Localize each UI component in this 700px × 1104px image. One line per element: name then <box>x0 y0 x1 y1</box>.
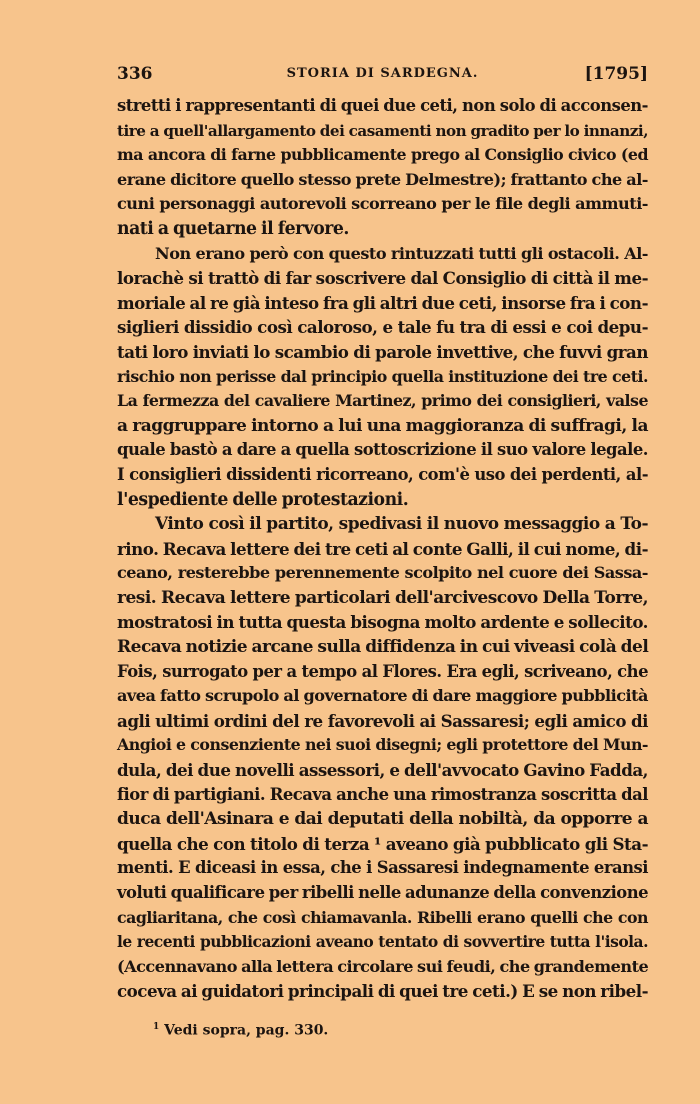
text-line: ma ancora di farne pubblicamente prego al Consiglio civico (ed <box>117 145 648 165</box>
text-line: a raggruppare intorno a lui una maggioranza di suffragi, la <box>117 415 648 436</box>
text-line: menti. E diceasi in essa, che i Sassaresi indegnamente eransi <box>117 858 648 878</box>
text-line: rino. Recava lettere dei tre ceti al conte Galli, il cui nome, di- <box>117 538 648 559</box>
text-line: ceano, resterebbe perennemente scolpito nel cuore dei Sassa- <box>117 563 648 583</box>
text-line: mostratosi in tutta questa bisogna molto ardente e sollecito. <box>117 612 648 633</box>
page-body <box>117 94 648 1004</box>
footnote-text: Vedi sopra, pag. 330. <box>164 1022 329 1039</box>
text-line: l'espediente delle protestazioni. <box>117 489 409 510</box>
year-marker: [1795] <box>584 64 648 84</box>
text-line: tire a quell'allargamento dei casamenti non gradito per lo innanzi, <box>117 121 648 140</box>
page-number: 336 <box>117 64 153 84</box>
paragraph-2 <box>117 242 648 513</box>
text-line: La fermezza del cavaliere Martinez, primo dei consiglieri, valse <box>117 391 648 411</box>
text-line: tati loro inviati lo scambio di parole invettive, che fuvvi gran <box>117 341 648 362</box>
text-line: Recava notizie arcane sulla diffidenza in cui viveasi colà del <box>117 637 649 658</box>
running-header <box>117 64 648 86</box>
text-line: fior di partigiani. Recava anche una rimostranza soscritta dal <box>117 784 648 804</box>
text-line: Non erano però con questo rintuzzati tutti gli ostacoli. Al- <box>155 243 648 263</box>
paragraph-3 <box>117 512 648 1004</box>
text-line: Vinto così il partito, spedivasi il nuovo messaggio a To- <box>155 514 648 535</box>
text-line: voluti qualificare per ribelli nelle adunanze della convenzione <box>117 883 649 902</box>
text-line: moriale al re già inteso fra gli altri due ceti, insorse fra i con- <box>117 292 648 313</box>
text-line: agli ultimi ordini del re favorevoli ai Sassaresi; egli amico di <box>117 710 648 731</box>
text-line: lorachè si trattò di far soscrivere dal Consiglio di città il me- <box>117 268 648 289</box>
text-line: (Accennavano alla lettera circolare sui feudi, che grandemente <box>117 956 649 976</box>
text-line: siglieri dissidio così caloroso, e tale fu tra di essi e coi depu- <box>117 317 648 338</box>
footnote <box>153 1022 328 1039</box>
footnote-marker: 1 <box>153 1022 160 1032</box>
text-line: cagliaritana, che così chiamavanla. Ribelli erano quelli che con <box>117 907 648 927</box>
text-line: quale bastò a dare a quella sottoscrizione il suo valore legale. <box>117 440 648 460</box>
text-line: coceva ai guidatori principali di quei tre ceti.) E se non ribel- <box>117 981 648 1002</box>
text-line: le recenti pubblicazioni aveano tentato di sovvertire tutta l'isola. <box>117 932 648 952</box>
text-line: dula, dei due novelli assessori, e dell'avvocato Gavino Fadda, <box>117 760 648 781</box>
text-line: quella che con titolo di terza ¹ aveano già pubblicato gli Sta- <box>117 833 648 854</box>
text-line: duca dell'Asinara e dai deputati della nobiltà, da opporre a <box>117 809 648 830</box>
text-line: stretti i rappresentanti di quei due ceti, non solo di acconsen- <box>117 96 648 115</box>
text-line: I consiglieri dissidenti ricorreano, com'è uso dei perdenti, al- <box>117 464 648 484</box>
text-line: Angioi e consenziente nei suoi disegni; egli protettore del Mun- <box>117 735 648 755</box>
paragraph-1 <box>117 94 648 242</box>
text-line: resi. Recava lettere particolari dell'arcivescovo Della Torre, <box>117 587 648 608</box>
text-line: cuni personaggi autorevoli scorreano per le file degli ammuti- <box>117 194 648 214</box>
running-title: STORIA DI SARDEGNA. <box>286 66 479 81</box>
text-line: nati a quetarne il fervore. <box>117 218 349 239</box>
text-line: Fois, surrogato per a tempo al Flores. Era egli, scriveano, che <box>117 661 648 681</box>
text-line: rischio non perisse dal principio quella instituzione dei tre ceti. <box>117 366 648 386</box>
text-line: avea fatto scrupolo al governatore di dare maggiore pubblicità <box>117 686 648 706</box>
text-line: erane dicitore quello stesso prete Delmestre); frattanto che al- <box>117 169 648 189</box>
